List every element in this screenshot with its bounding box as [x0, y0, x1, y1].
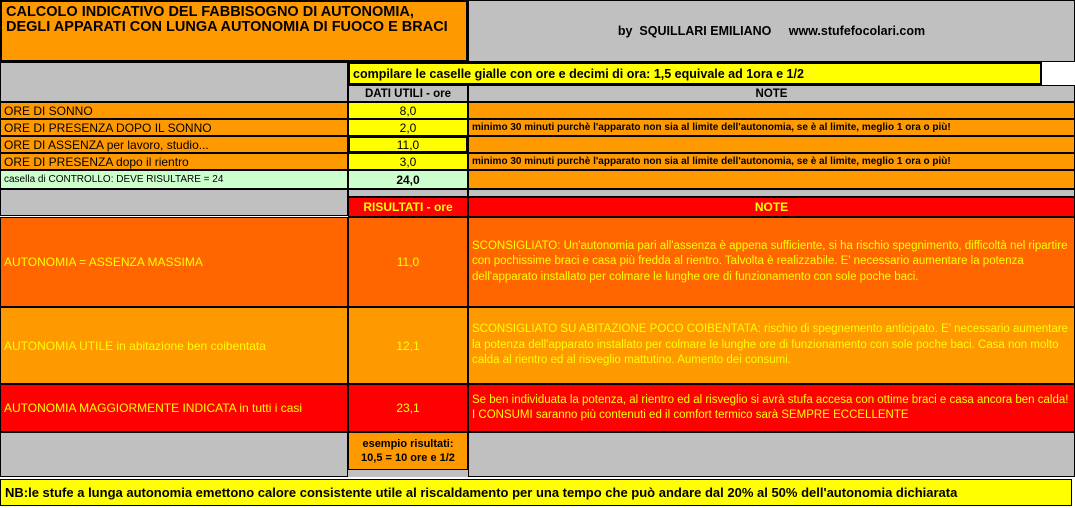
results-notes-header: NOTE: [468, 197, 1075, 217]
input-value-sleep[interactable]: 8,0: [348, 102, 468, 119]
instruction-cell: [348, 62, 1042, 85]
spacer-row-1-right: [468, 189, 1075, 197]
author-credit: by SQUILLARI EMILIANO www.stufefocolari.com: [617, 24, 926, 38]
control-note: [468, 170, 1075, 189]
input-label-presence-return: ORE DI PRESENZA dopo il rientro: [0, 153, 348, 170]
title-cell: [0, 0, 468, 62]
control-label: casella di CONTROLLO: DEVE RISULTARE = 24: [0, 170, 348, 189]
input-note-presence-return: minimo 30 minuti purchè l'apparato non sia al limite dell'autonomia, se è al limite, meglio 1 ora o più!: [468, 153, 1075, 170]
input-value-presence-return[interactable]: 3,0: [348, 153, 468, 170]
input-note-presence-after-sleep: minimo 30 minuti purchè l'apparato non sia al limite dell'autonomia, se è al limite, meglio 1 ora o più!: [468, 119, 1075, 136]
input-label-presence-after-sleep: ORE DI PRESENZA DOPO IL SONNO: [0, 119, 348, 136]
page-title: CALCOLO INDICATIVO DEL FABBISOGNO DI AUTONOMIA, DEGLI APPARATI CON LUNGA AUTONOMIA DI FUOCO E BRACI: [6, 4, 448, 35]
instruction-text: compilare le caselle gialle con ore e decimi di ora: 1,5 equivale ad 1ora e 1/2: [353, 66, 804, 81]
notes-header: NOTE: [468, 85, 1075, 102]
input-value-absence[interactable]: 11,0: [348, 136, 468, 153]
results-header: RISULTATI - ore: [348, 197, 468, 217]
result-note-max-absence: SCONSIGLIATO: Un'autonomia pari all'assenza è appena sufficiente, si ha rischio spegnimento, difficoltà nel ripartire con pochissime braci e casa più fredda al rientro. Talvolta è realizzabile. E' necessario aumentare la potenza dell'apparato installato per colmare le lunghe ore di funzionamento con sole poche baci.: [468, 217, 1075, 307]
result-note-useful: SCONSIGLIATO SU ABITAZIONE POCO COIBENTATA: rischio di spegnemento anticipato. E' necessario aumentare la potenza dell'apparato installato per colmare le lunghe ore di funzionamento con sole poche baci. Casa non molto calda al rientro ed al risveglio mattutino. Aumento dei consumi.: [468, 307, 1075, 384]
result-label-max-absence: AUTONOMIA = ASSENZA MASSIMA: [0, 217, 348, 307]
result-label-recommended: AUTONOMIA MAGGIORMENTE INDICATA in tutti i casi: [0, 384, 348, 432]
spacer-row-1-mid: [348, 189, 468, 197]
example-cell: esempio risultati: 10,5 = 10 ore e 1/2: [348, 432, 468, 470]
control-value: 24,0: [348, 170, 468, 189]
footer-note: NB:le stufe a lunga autonomia emettono calore consistente utile al riscaldamento per una tempo che può andare dal 20% al 50% dell'autonomia dichiarata: [0, 479, 1072, 506]
result-value-recommended: 23,1: [348, 384, 468, 432]
author-cell: [468, 0, 1075, 62]
result-value-useful: 12,1: [348, 307, 468, 384]
spacer-row-1: [0, 189, 348, 216]
result-note-recommended: Se ben individuata la potenza, al rientro ed al risveglio si avrà stufa accesa con ottime braci e casa ancora ben calda! I CONSUMI saranno più contenuti ed il comfort termico sarà SEMPRE ECCELLENTE: [468, 384, 1075, 432]
input-note-absence: [468, 136, 1075, 153]
result-label-useful: AUTONOMIA UTILE in abitazione ben coibentata: [0, 307, 348, 384]
result-value-max-absence: 11,0: [348, 217, 468, 307]
spacer-row-2-mid: [348, 470, 468, 477]
input-header: DATI UTILI - ore: [348, 85, 468, 102]
spacer-left-1: [0, 62, 348, 102]
input-note-sleep: [468, 102, 1075, 119]
input-value-presence-after-sleep[interactable]: 2,0: [348, 119, 468, 136]
spacer-row-2-right: [468, 432, 1075, 477]
input-label-absence: ORE DI ASSENZA per lavoro, studio...: [0, 136, 348, 153]
spacer-row-2-left: [0, 432, 348, 477]
input-label-sleep: ORE DI SONNO: [0, 102, 348, 119]
